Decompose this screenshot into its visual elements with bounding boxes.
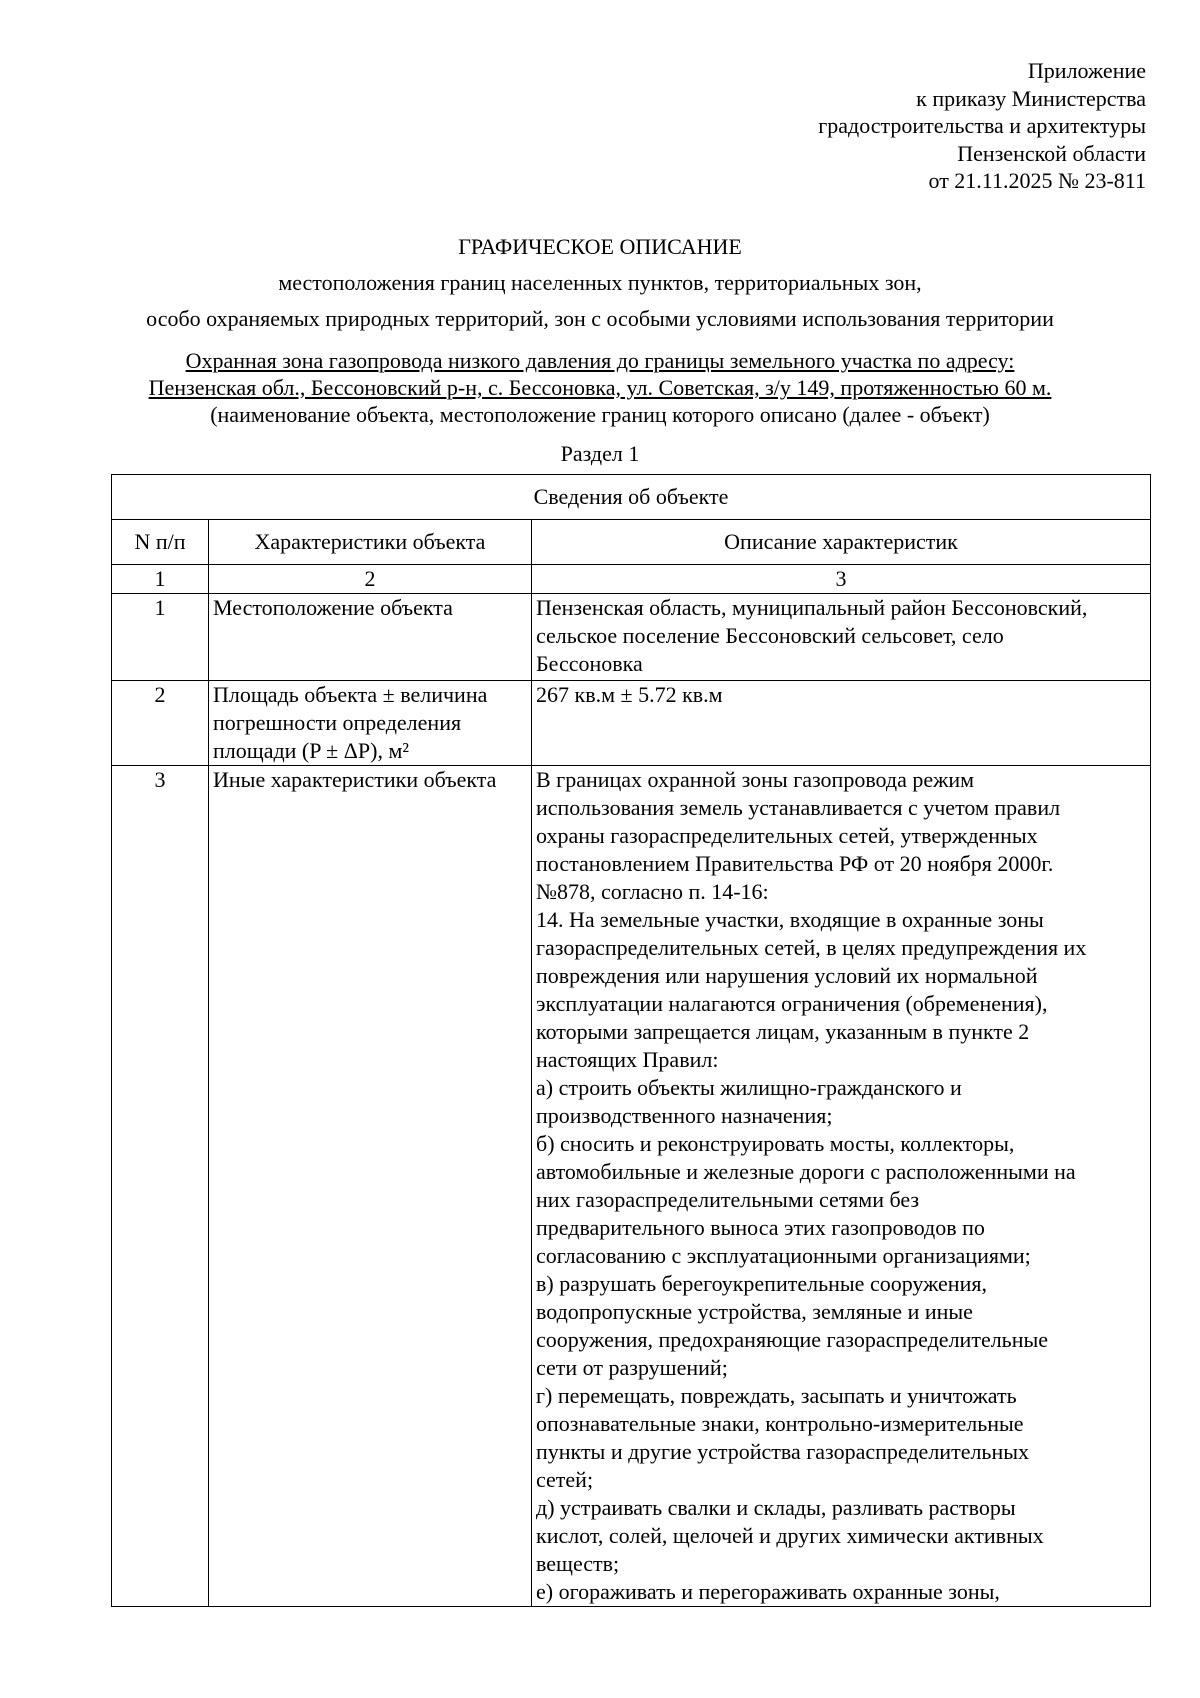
description-line: производственного назначения; <box>536 1103 833 1128</box>
description-line: газораспределительных сетей, в целях предупреждения их <box>536 935 1087 960</box>
row-characteristic: Местоположение объекта <box>209 594 532 681</box>
description-line: кислот, солей, щелочей и других химически активных <box>536 1523 1044 1548</box>
description-line: сетей; <box>536 1467 594 1492</box>
characteristic-line: площади (P ± ΔP), м² <box>213 738 409 763</box>
description-line: сельское поселение Бессоновский сельсовет, село <box>536 623 1004 648</box>
description-line: г) перемещать, повреждать, засыпать и уничтожать <box>536 1383 1017 1408</box>
row-characteristic: Иные характеристики объекта <box>209 766 532 1607</box>
object-name-line: Охранная зона газопровода низкого давления до границы земельного участка по адресу: <box>185 348 1015 373</box>
description-line: сети от разрушений; <box>536 1355 728 1380</box>
description-line: постановлением Правительства РФ от 20 ноября 2000г. <box>536 851 1054 876</box>
description-line: опознавательные знаки, контрольно-измерительные <box>536 1411 1024 1436</box>
document-subtitle-line: особо охраняемых природных территорий, зон с особыми условиями использования территории <box>146 306 1054 331</box>
document-subtitle-line: местоположения границ населенных пунктов, территориальных зон, <box>278 270 922 295</box>
row-number: 3 <box>112 766 209 1607</box>
title-block <box>0 229 1200 468</box>
description-line: настоящих Правил: <box>536 1047 719 1072</box>
approval-block <box>818 57 1146 195</box>
description-line: 267 кв.м ± 5.72 кв.м <box>536 682 723 707</box>
description-line: предварительного выноса этих газопроводов по <box>536 1215 985 1240</box>
row-description <box>532 594 1151 681</box>
description-line: Пензенская область, муниципальный район Бессоновский, <box>536 595 1088 620</box>
description-line: охраны газораспределительных сетей, утвержденных <box>536 823 1038 848</box>
description-line: Бессоновка <box>536 651 643 676</box>
approval-line: Приложение <box>1027 58 1146 83</box>
description-line: пункты и другие устройства газораспределительных <box>536 1439 1030 1464</box>
characteristic-line: погрешности определения <box>213 710 462 735</box>
approval-date-number: от 21.11.2025 № 23-811 <box>928 168 1146 193</box>
description-line: них газораспределительными сетями без <box>536 1187 920 1212</box>
description-line: 14. На земельные участки, входящие в охранные зоны <box>536 907 1044 932</box>
description-line: согласованию с эксплуатационными организациями; <box>536 1243 1031 1268</box>
column-number: 1 <box>112 565 209 594</box>
table-row <box>112 681 1151 766</box>
description-line: б) сносить и реконструировать мосты, коллекторы, <box>536 1131 1015 1156</box>
approval-line: Пензенской области <box>957 140 1146 166</box>
description-line: д) устраивать свалки и склады, разливать растворы <box>536 1495 1016 1520</box>
row-number: 2 <box>112 681 209 766</box>
description-line: водопропускные устройства, земляные и иные <box>536 1299 973 1324</box>
document-title: ГРАФИЧЕСКОЕ ОПИСАНИЕ <box>458 234 742 259</box>
column-header-number: N п/п <box>112 520 209 565</box>
row-description <box>532 681 1151 766</box>
description-line: сооружения, предохраняющие газораспределительные <box>536 1327 1049 1352</box>
row-description <box>532 766 1151 1607</box>
row-number: 1 <box>112 594 209 681</box>
description-line: использования земель устанавливается с учетом правил <box>536 795 1061 820</box>
approval-line: к приказу Министерства <box>916 85 1146 111</box>
column-number: 2 <box>209 565 532 594</box>
description-line: которыми запрещается лицам, указанным в пункте 2 <box>536 1019 1030 1044</box>
description-line: е) огораживать и перегораживать охранные зоны, <box>536 1579 1000 1604</box>
object-name-caption: (наименование объекта, местоположение границ которого описано (далее - объект) <box>210 402 990 427</box>
table-row <box>112 594 1151 681</box>
column-header-characteristic: Характеристики объекта <box>209 520 532 565</box>
description-line: №878, согласно п. 14-16: <box>536 879 769 904</box>
description-line: повреждения или нарушения условий их нормальной <box>536 963 1038 988</box>
description-line: автомобильные и железные дороги с расположенными на <box>536 1159 1076 1184</box>
description-line: В границах охранной зоны газопровода режим <box>536 767 975 792</box>
column-header-description: Описание характеристик <box>532 520 1151 565</box>
table-caption: Сведения об объекте <box>112 475 1151 520</box>
description-line: эксплуатации налагаются ограничения (обременения), <box>536 991 1048 1016</box>
object-name <box>0 347 1200 428</box>
row-characteristic <box>209 681 532 766</box>
column-number: 3 <box>532 565 1151 594</box>
table-row <box>112 766 1151 1607</box>
section-label: Раздел 1 <box>560 441 640 466</box>
description-line: веществ; <box>536 1551 620 1576</box>
object-info-table <box>111 474 1151 1607</box>
object-name-line: Пензенская обл., Бессоновский р-н, с. Бессоновка, ул. Советская, з/у 149, протяженностью 60 м. <box>148 375 1052 400</box>
characteristic-line: Площадь объекта ± величина <box>213 682 488 707</box>
description-line: в) разрушать берегоукрепительные сооружения, <box>536 1271 987 1296</box>
approval-line: градостроительства и архитектуры <box>818 113 1146 138</box>
description-line: а) строить объекты жилищно-гражданского и <box>536 1075 962 1100</box>
